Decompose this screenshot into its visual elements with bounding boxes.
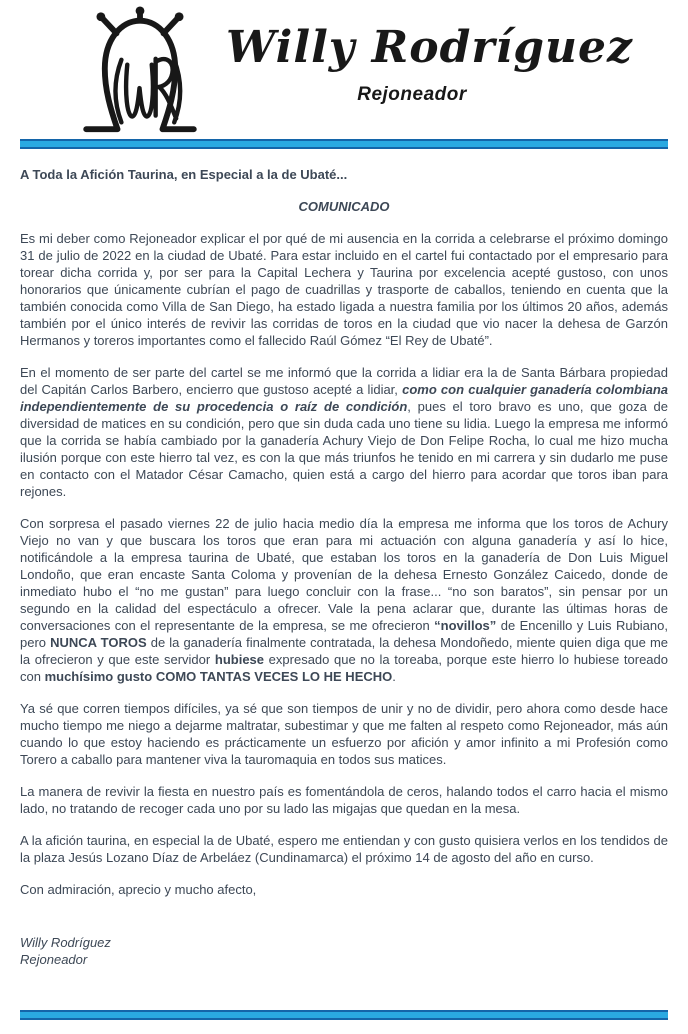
paragraph: [20, 515, 668, 685]
signature-name: Willy Rodríguez: [20, 935, 111, 950]
wr-brand-logo-icon: [76, 6, 204, 138]
text-run: de la ganadería finalmente contratada, la dehesa Mondoñedo, miente quien diga que me la ofrecieron y que este servidor: [20, 635, 669, 667]
text-run: En el momento de ser parte del cartel se me informó que la corrida a lidiar era la de Santa Bárbara propiedad del Capitán Carlos Barbero, encierro que gustoso acepté a lidiar,: [20, 365, 668, 397]
text-run: COMO TANTAS VECES LO HE HECHO: [155, 669, 393, 684]
header-brand: [226, 16, 633, 106]
document-title: COMUNICADO: [298, 199, 390, 214]
text-run: muchísimo gusto: [44, 669, 153, 684]
text-run: , pues el toro bravo es uno, que goza de diversidad de matices en su condición, pero que sin duda cada uno tiene su lidia. Luego la empresa me informó que la corrida se había cambiado por la ganadería Achury Viejo de Don Felipe Rocha, lo cual me hizo mucha ilusión porque con este hierro tal vez, es con la que más triunfos he tenido en mi carrera y sin dudarlo me puse en contacto con el Matador César Camacho, quien está a cargo del hierro para acordar que toros iban para rejones.: [20, 399, 668, 499]
paragraph: [20, 230, 668, 349]
signature-block: [20, 934, 668, 968]
brand-role: Rejoneador: [357, 84, 467, 105]
text-run: Es mi deber como Rejoneador explicar el por qué de mi ausencia en la corrida a celebrarse el próximo domingo 31 de julio de 2022 en la ciudad de Ubaté. Para estar incluido en el cartel fui contactado por el empresario para torear dicha corrida y, por ser para la Capital Lechera y Taurina por excelencia acepté gustoso, con unos honorarios que únicamente cubrían el pago de cuadrillas y trasporte de caballos, teniendo en cuenta que la también conocida como Villa de San Diego, ha estado ligada a nuestra familia por los últimos 20 años, además también por el único interés de revivir las corridas de toros en la ciudad que vio nacer la dehesa de Garzón Hermanos y toreros importantes como el fallecido Raúl Gómez “El Rey de Ubaté”.: [20, 231, 668, 348]
text-run: “novillos”: [434, 618, 497, 633]
text-run: de Encenillo y Luis Rubiano, pero: [20, 618, 668, 650]
text-run: Con sorpresa el pasado viernes 22 de julio hacia medio día la empresa me informa que los toros de Achury Viejo no van y que buscara los toros que eran para mi actuación con alguna ganadería y así lo hice, notificándole a la empresa taurina de Ubaté, que estaban los toros en la ganadería de Don Luis Miguel Londoño, que eran encaste Santa Coloma y provenían de la dehesa Ernesto González Caicedo, donde de inmediato hubo el “no me gustan” para luego concluir con la frase... “no son baratos”, sin pensar por un segundo en la calidad del espectáculo a ofrecer. Vale la pena aclarar que, durante las últimas horas de conversaciones con el representante de la empresa, se me ofrecieron: [20, 516, 668, 633]
text-run: A la afición taurina, en especial la de Ubaté, espero me entiendan y con gusto quisiera verlos en los tendidos de la plaza Jesús Lozano Díaz de Arbeláez (Cundinamarca) el próximo 14 de agosto del año en curso.: [20, 833, 668, 865]
paragraph: [20, 700, 668, 768]
paragraph: [20, 364, 668, 500]
signature-role: Rejoneador: [20, 952, 88, 967]
brand-name: Willy Rodríguez: [226, 22, 633, 73]
closing-line: Con admiración, aprecio y mucho afecto,: [20, 882, 257, 897]
salutation: A Toda la Afición Taurina, en Especial a la de Ubaté...: [20, 167, 348, 182]
text-run: como con cualquier ganadería colombiana independientemente de su procedencia o raíz de condición: [20, 382, 669, 414]
text-run: expresado que no la toreaba, porque este hierro lo hubiese toreado con: [20, 652, 668, 684]
letter-body: [20, 166, 668, 968]
paragraph: [20, 783, 668, 817]
text-run: La manera de revivir la fiesta en nuestro país es fomentándola de ceros, halando todos el carro hacia el mismo lado, no tratando de recoger cada uno por su lado las migajas que quedan en la mesa.: [20, 784, 668, 816]
text-run: NUNCA TOROS: [50, 635, 147, 650]
paragraph: [20, 832, 668, 866]
text-run: hubiese: [214, 652, 265, 667]
text-run: .: [392, 669, 396, 684]
text-run: Ya sé que corren tiempos difíciles, ya sé que son tiempos de unir y no de dividir, pero ahora como desde hace mucho tiempo me niego a dejarme maltratar, subestimar y que me falten al respeto como Rejoneador, más aún cuando lo que estoy haciendo es prácticamente un esfuerzo por afición y amor infinito a mi Profesión como Torero a caballo para mantener viva la tauromaquia en todos sus matices.: [20, 701, 668, 767]
bottom-divider-rule: [20, 1010, 668, 1020]
paragraphs: [20, 230, 668, 866]
top-divider-rule: [20, 139, 668, 149]
